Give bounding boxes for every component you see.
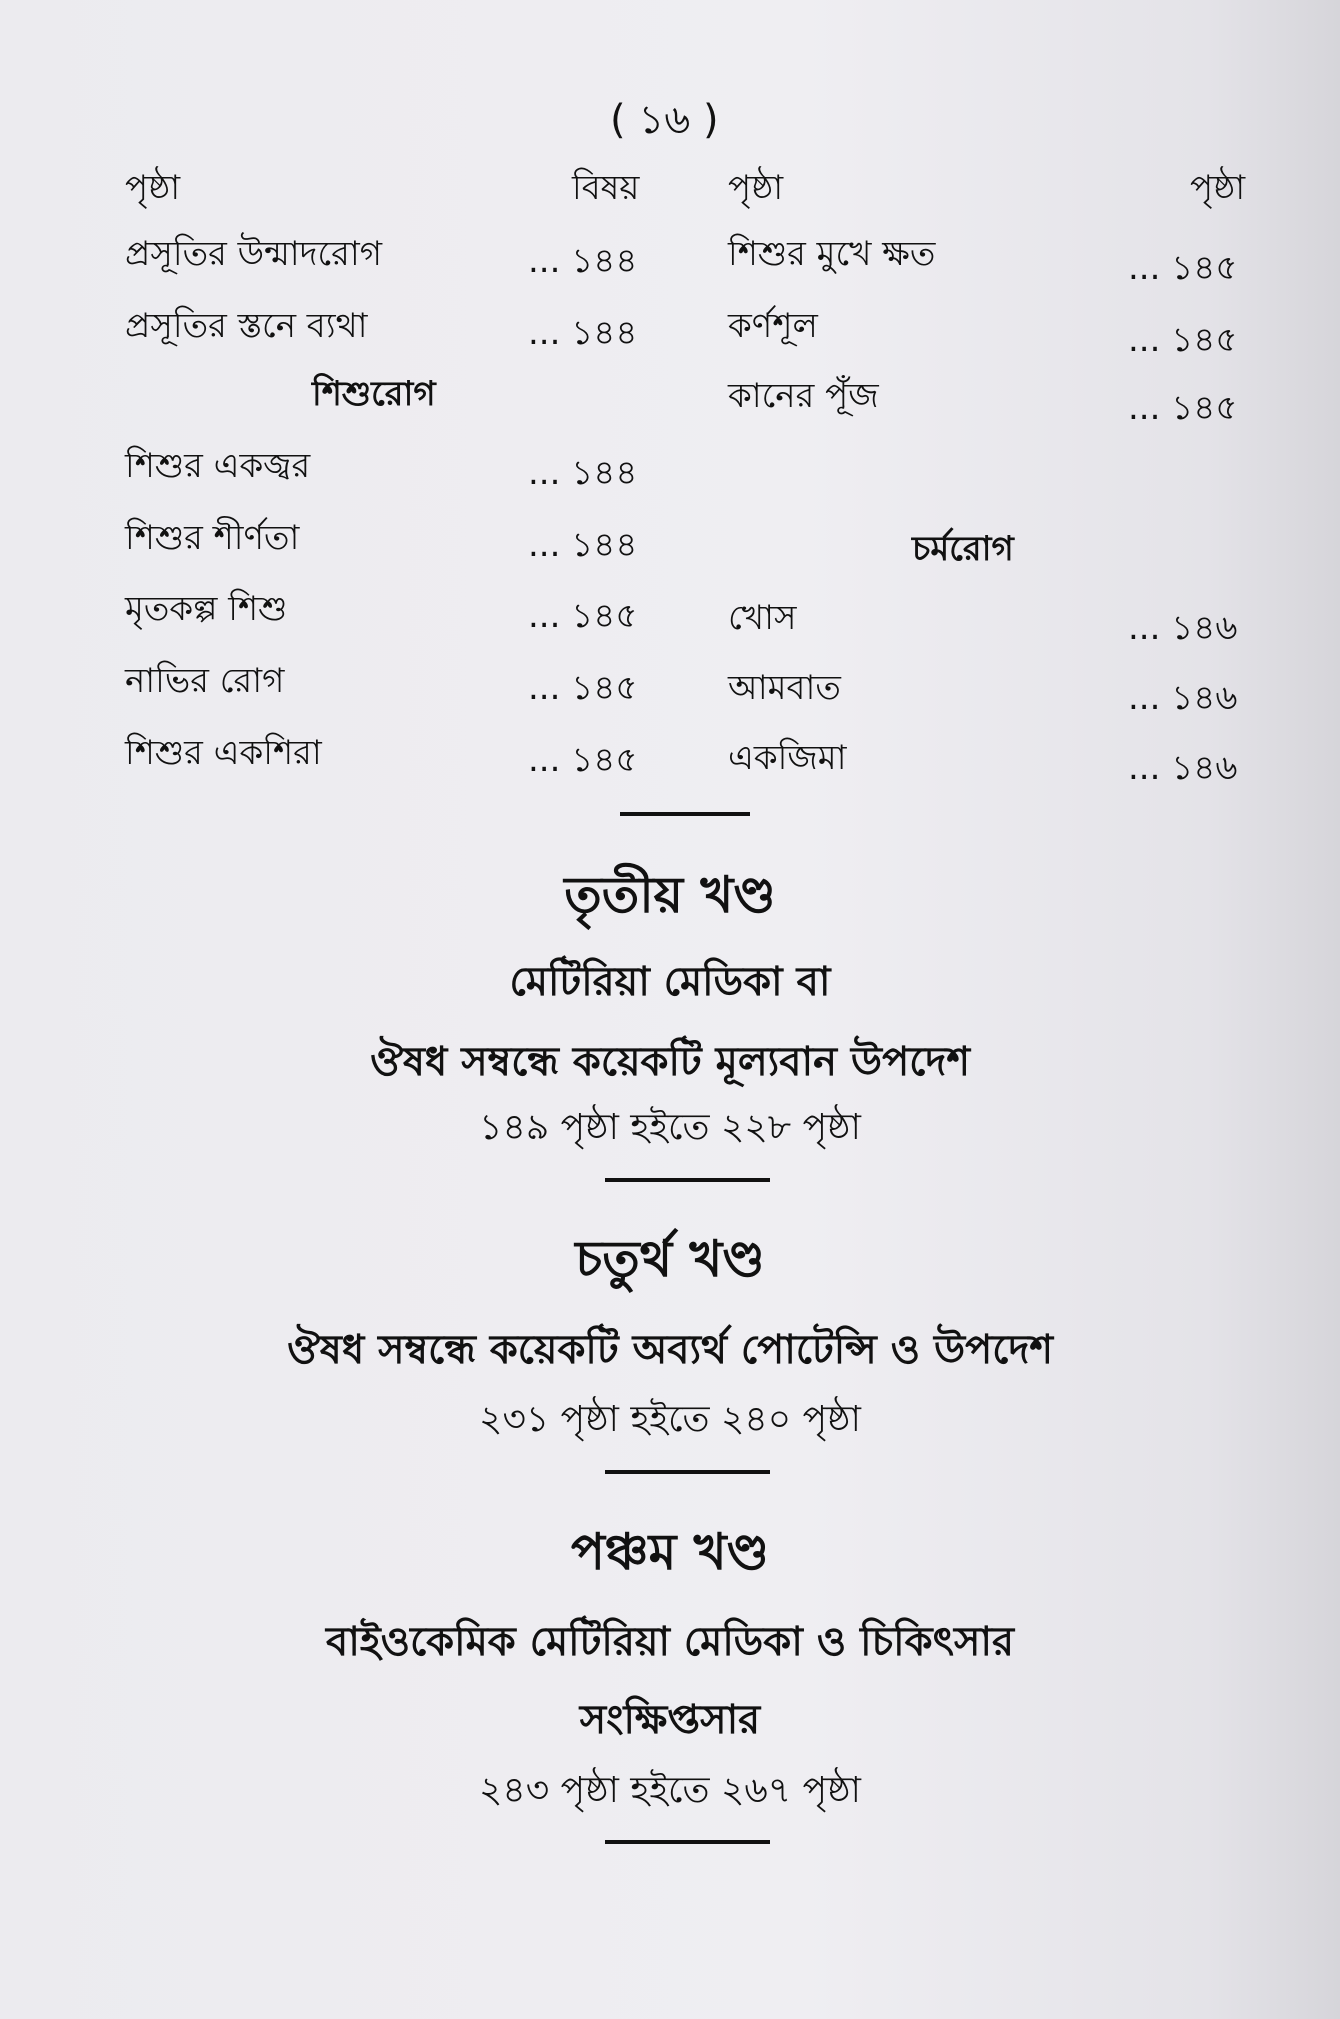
header-page-col1: পৃষ্ঠা: [125, 168, 181, 208]
list-item: কর্ণশূল: [728, 306, 818, 346]
section-page-range: ১৪৯ পৃষ্ঠা হইতে ২২৮ পৃষ্ঠা: [479, 1107, 861, 1148]
divider: [620, 812, 750, 816]
list-item-page: ... ১৪৫: [1128, 388, 1238, 428]
list-item: শিশুর মুখে ক্ষত: [728, 234, 936, 274]
list-item: একজিমা: [728, 738, 847, 778]
list-item: প্রসূতির উন্মাদরোগ: [125, 234, 383, 274]
subsection-heading: চর্মরোগ: [912, 529, 1014, 569]
list-item: শিশুর একজ্বর: [125, 446, 311, 486]
divider: [605, 1470, 770, 1474]
section-title: তৃতীয় খণ্ড: [564, 866, 776, 924]
section-subtitle: ঔষধ সম্বন্ধে কয়েকটি অব্যর্থ পোটেন্সি ও উপদেশ: [286, 1327, 1054, 1373]
list-item: শিশুর একশিরা: [125, 733, 322, 773]
list-item-page: ... ১৪৫: [1128, 320, 1238, 360]
list-item-page: ... ১৪৪: [528, 525, 638, 565]
list-item-page: ... ১৪৪: [528, 241, 638, 281]
list-item-page: ... ১৪৪: [528, 453, 638, 493]
list-item: খোস: [728, 598, 797, 638]
section-subtitle: সংক্ষিপ্তসার: [579, 1697, 761, 1743]
header-subject: বিষয়: [572, 168, 640, 208]
section-page-range: ২৪৩ পৃষ্ঠা হইতে ২৬৭ পৃষ্ঠা: [479, 1770, 861, 1811]
section-subtitle: মেটিরিয়া মেডিকা বা: [509, 959, 831, 1005]
section-title: চতুর্থ খণ্ড: [575, 1230, 765, 1288]
list-item: প্রসূতির স্তনে ব্যথা: [125, 306, 368, 346]
divider: [605, 1178, 770, 1182]
divider: [605, 1840, 770, 1844]
section-subtitle: বাইওকেমিক মেটিরিয়া মেডিকা ও চিকিৎসার: [325, 1619, 1014, 1665]
list-item: নাভির রোগ: [125, 661, 285, 701]
list-item: কানের পূঁজ: [728, 376, 879, 416]
section-title: পঞ্চম খণ্ড: [570, 1523, 770, 1581]
list-item-page: ... ১৪৪: [528, 313, 638, 353]
list-item: আমবাত: [728, 668, 841, 708]
list-item-page: ... ১৪৬: [1128, 748, 1238, 788]
list-item-page: ... ১৪৫: [528, 740, 638, 780]
list-item: শিশুর শীর্ণতা: [125, 518, 300, 558]
list-item: মৃতকল্প শিশু: [125, 589, 288, 629]
list-item-page: ... ১৪৫: [1128, 248, 1238, 288]
list-item-page: ... ১৪৫: [528, 668, 638, 708]
subsection-heading: শিশুরোগ: [312, 374, 436, 414]
list-item-page: ... ১৪৫: [528, 596, 638, 636]
header-page-col3: পৃষ্ঠা: [1190, 168, 1246, 208]
list-item-page: ... ১৪৬: [1128, 608, 1238, 648]
section-page-range: ২৩১ পৃষ্ঠা হইতে ২৪০ পৃষ্ঠা: [479, 1399, 861, 1440]
section-subtitle: ঔষধ সম্বন্ধে কয়েকটি মূল্যবান উপদেশ: [370, 1039, 970, 1085]
page-number: ( ১৬ ): [610, 97, 719, 143]
header-page-col2: পৃষ্ঠা: [728, 168, 784, 208]
list-item-page: ... ১৪৬: [1128, 678, 1238, 718]
